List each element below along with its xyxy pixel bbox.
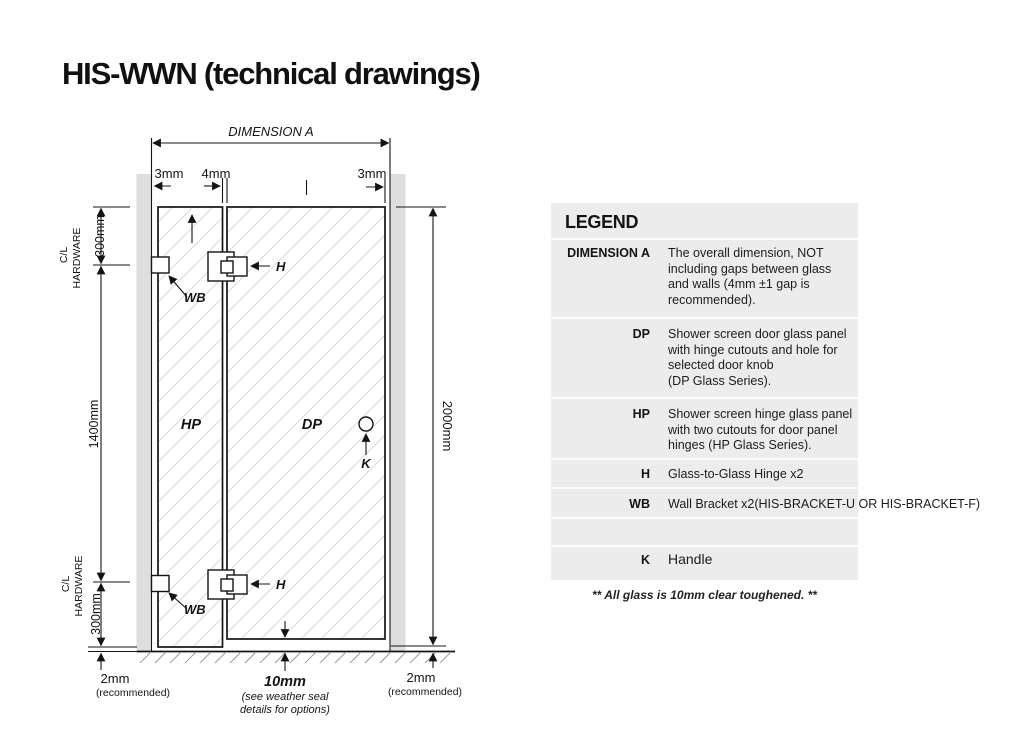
wall-right [391, 174, 406, 651]
bracket-bottom-label: WB [184, 602, 206, 617]
legend-desc-line: Shower screen hinge glass panel [668, 407, 853, 421]
legend-panel [551, 203, 981, 580]
cl-hardware-top-line2: HARDWARE [71, 227, 83, 289]
hinge-top [208, 252, 247, 281]
legend-desc-line: Shower screen door glass panel [668, 327, 847, 341]
legend-term-h: H [640, 467, 650, 481]
legend-desc-line: recommended). [668, 292, 756, 307]
floor-gap-left-label: 2mm [100, 671, 130, 686]
knob-label: K [361, 456, 371, 471]
legend-divider [551, 458, 858, 460]
floor-gap-right-note: (recommended) [387, 686, 463, 698]
floor-gap-left-note: (recommended) [95, 687, 171, 699]
hinge-top-label: H [276, 259, 286, 274]
floor-gap-right-label: 2mm [406, 670, 436, 685]
hinge-bottom [208, 570, 247, 599]
wall-bracket-bottom [152, 576, 170, 592]
legend-desc-line: (DP Glass Series). [668, 373, 772, 388]
legend-term-k: K [640, 553, 650, 567]
legend-desc-line: with hinge cutouts and hole for [668, 342, 838, 357]
legend-desc-line: The overall dimension, NOT [668, 246, 824, 260]
legend-desc-line: and walls (4mm ±1 gap is [668, 277, 810, 291]
legend-divider [551, 517, 858, 519]
height-label: 2000mm [440, 400, 455, 452]
wall-left [137, 174, 152, 651]
legend-desc-line: hinges (HP Glass Series). [668, 438, 812, 452]
legend-divider [551, 487, 858, 489]
door-panel-label: DP [301, 417, 323, 433]
legend-term-hp: HP [632, 407, 650, 421]
floor-hatch [140, 652, 451, 663]
bracket-top-label: WB [184, 290, 206, 305]
legend-desc-line: including gaps between glass [668, 261, 832, 276]
seal-note-line1: (see weather seal [241, 691, 329, 703]
legend-desc-line: Glass-to-Glass Hinge x2 [668, 467, 804, 481]
legend-divider [551, 238, 858, 240]
wall-bracket-top [152, 257, 170, 273]
gap-right-label: 3mm [357, 166, 387, 181]
seal-note-line2: details for options) [240, 704, 330, 716]
cl-hardware-top-line1: C/L [58, 246, 70, 264]
hinge-panel-label: HP [180, 417, 202, 433]
seal-gap-label: 10mm [264, 674, 306, 690]
legend-desc-line: selected door knob [668, 358, 774, 372]
gap-left-label: 3mm [154, 166, 184, 181]
legend-desc-line: Wall Bracket x2(HIS-BRACKET-U OR HIS-BRACKET-F) [668, 497, 981, 511]
legend-divider [551, 397, 858, 399]
legend-divider [551, 317, 858, 319]
page-title: HIS-WWN (technical drawings) [62, 56, 480, 91]
dim-bottom-label: 300mm [89, 593, 103, 635]
legend-desc-line: Handle [668, 551, 713, 567]
door-knob [359, 417, 373, 431]
legend-term-wb: WB [629, 497, 650, 511]
hinge-bottom-label: H [276, 577, 286, 592]
dim-top-label: 300mm [93, 215, 107, 257]
dim-middle-label: 1400mm [87, 399, 101, 449]
glass-footnote: ** All glass is 10mm clear toughened. ** [592, 588, 817, 602]
cl-hardware-bottom-line1: C/L [60, 575, 72, 593]
dimension-a-label: DIMENSION A [228, 124, 314, 139]
legend-term-dimension-a: DIMENSION A [567, 246, 650, 260]
legend-desc-line: with two cutouts for door panel [668, 422, 838, 437]
cl-hardware-bottom-line2: HARDWARE [73, 555, 85, 617]
legend-divider [551, 545, 858, 547]
gap-middle-label: 4mm [201, 166, 231, 181]
legend-title: LEGEND [565, 212, 639, 232]
legend-term-dp: DP [632, 327, 650, 341]
